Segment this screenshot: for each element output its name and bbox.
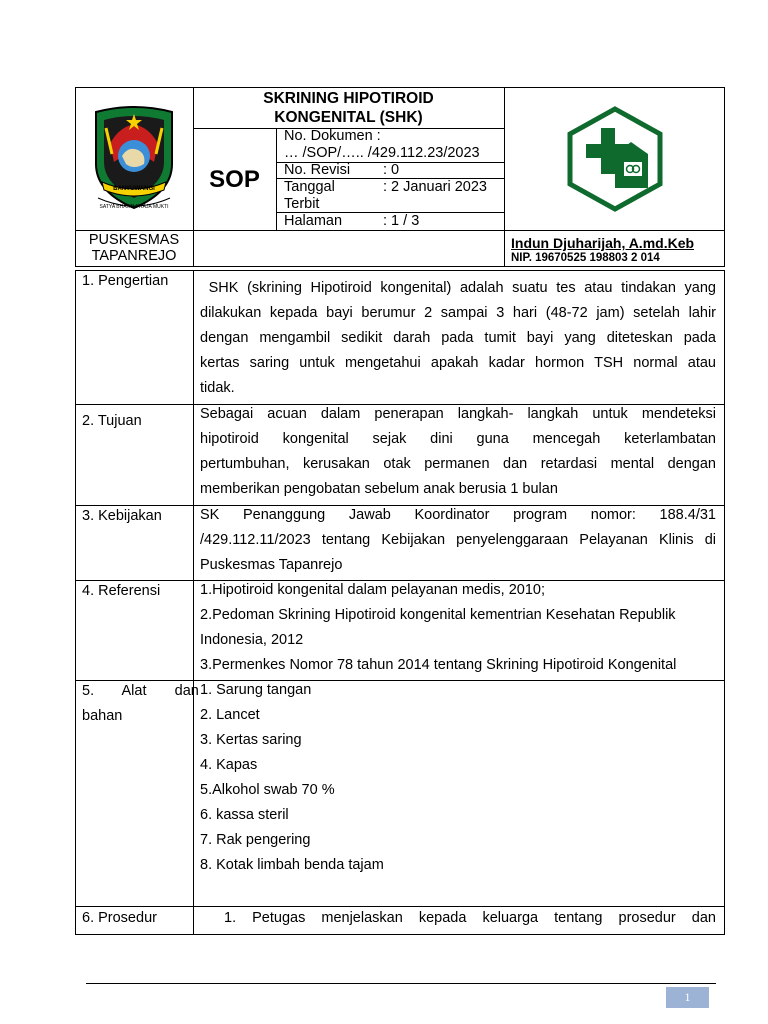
page-number: 1	[684, 990, 691, 1004]
section-label-prosedur: 6. Prosedur	[82, 910, 157, 926]
text-line: Sebagai acuan dalam penerapan langkah- langkah untuk mendeteksi	[200, 406, 716, 422]
section-label-alat-line1: 5. Alat dan	[82, 683, 199, 699]
doc-number-value: … /SOP/….. /429.112.23/2023	[284, 145, 480, 161]
sop-title-line1: SKRINING HIPOTIROID	[263, 90, 434, 107]
list-item: 2. Lancet	[200, 707, 260, 723]
body-col-divider	[193, 270, 194, 935]
header-sop-divider	[276, 128, 277, 230]
body-left-border	[75, 270, 76, 935]
list-item: 8. Kotak limbah benda tajam	[200, 857, 384, 873]
text-line: /429.112.11/2023 tentang Kebijakan penyelenggaraan Pelayanan Klinis di	[200, 532, 716, 548]
text-line: 3.Permenkes Nomor 78 tahun 2014 tentang Skrining Hipotiroid Kongenital	[200, 657, 677, 673]
body-top-border	[75, 270, 725, 271]
text-line: hipotiroid kongenital sejak dini guna mencegah keterlambatan	[200, 431, 716, 447]
list-item: 4. Kapas	[200, 757, 258, 773]
header-top-border	[75, 87, 725, 88]
issue-date-label: Tanggal	[284, 179, 335, 195]
alat-bahan-list	[200, 678, 384, 878]
banyuwangi-emblem-icon	[88, 104, 180, 216]
section-text-prosedur	[224, 906, 716, 931]
text-line: Puskesmas Tapanrejo	[200, 557, 343, 573]
text-line: SK Penanggung Jawab Koordinator program nomor: 188.4/31	[200, 507, 716, 523]
section-text-kebijakan	[200, 503, 716, 578]
text-line: kertas saring untuk mengetahui apakah kadar hormon TSH normal atau	[200, 355, 716, 371]
text-line: memberikan pengobatan sebelum anak berusia 1 bulan	[200, 481, 558, 497]
section-text-tujuan	[200, 402, 716, 502]
body-right-border	[724, 270, 725, 935]
text-line: 2.Pedoman Skrining Hipotiroid kongenital kementrian Kesehatan Republik	[200, 607, 676, 623]
section-label-alat-line2: bahan	[82, 708, 123, 724]
emblem-banner-text: BANYUWANGI	[113, 186, 155, 192]
footer-rule	[86, 983, 716, 984]
page-value: : 1 / 3	[383, 213, 420, 229]
header-right-border	[724, 87, 725, 266]
body-bottom-border	[75, 934, 725, 935]
text-line: 1. Petugas menjelaskan kepada keluarga tentang prosedur dan	[224, 910, 716, 926]
list-item: 7. Rak pengering	[200, 832, 311, 848]
text-line: dilakukan kepada bayi berumur 2 sampai 3 hari (48-72 jam) setelah lahir	[200, 305, 716, 321]
list-item: 6. kassa steril	[200, 807, 289, 823]
text-line: SHK (skrining Hipotiroid kongenital) adalah suatu tes atau tindakan yang	[200, 280, 716, 296]
text-line: 1.Hipotiroid kongenital dalam pelayanan medis, 2010;	[200, 582, 545, 598]
section-label-pengertian: 1. Pengertian	[82, 273, 169, 289]
section-label-kebijakan: 3. Kebijakan	[82, 508, 162, 524]
header-logo-divider	[75, 230, 725, 231]
text-line: pertumbuhan, kerusakan otak permanen dan retardasi mental dengan	[200, 456, 716, 472]
page-label: Halaman	[284, 213, 343, 229]
issue-date-label-2: Terbit	[284, 196, 320, 212]
puskesmas-logo-icon	[566, 106, 664, 212]
text-line: Indonesia, 2012	[200, 632, 304, 648]
header-bottom-border	[75, 266, 725, 267]
signer-nip: NIP. 19670525 198803 2 014	[511, 252, 660, 264]
signer-name: Indun Djuharijah, A.md.Keb	[511, 235, 695, 251]
sop-label: SOP	[209, 166, 260, 193]
section-label-tujuan: 2. Tujuan	[82, 413, 142, 429]
page-number-badge	[666, 987, 709, 1008]
org-name-line1: PUSKESMAS	[88, 232, 180, 248]
issue-date-value: : 2 Januari 2023	[383, 179, 487, 195]
emblem-motto-text: SATYA BHAKTI PRAJA MUKTI	[99, 204, 169, 210]
section-label-referensi: 4. Referensi	[82, 583, 161, 599]
list-item: 5.Alkohol swab 70 %	[200, 782, 335, 798]
doc-number-label: No. Dokumen :	[284, 128, 381, 144]
section-text-referensi	[200, 578, 716, 678]
list-item: 1. Sarung tangan	[200, 682, 312, 698]
revision-value: : 0	[383, 162, 400, 178]
sop-title-line2: KONGENITAL (SHK)	[274, 109, 423, 126]
text-line: tidak.	[200, 380, 235, 396]
list-item: 3. Kertas saring	[200, 732, 302, 748]
header-col3-divider	[504, 87, 505, 266]
org-name-line2: TAPANREJO	[91, 248, 177, 264]
text-line: dengan mengambil sedikit darah pada tumit bayi yang diteteskan pada	[200, 330, 716, 346]
row4-bottom	[75, 680, 725, 681]
revision-label: No. Revisi	[284, 162, 351, 178]
section-text-pengertian	[200, 276, 716, 401]
